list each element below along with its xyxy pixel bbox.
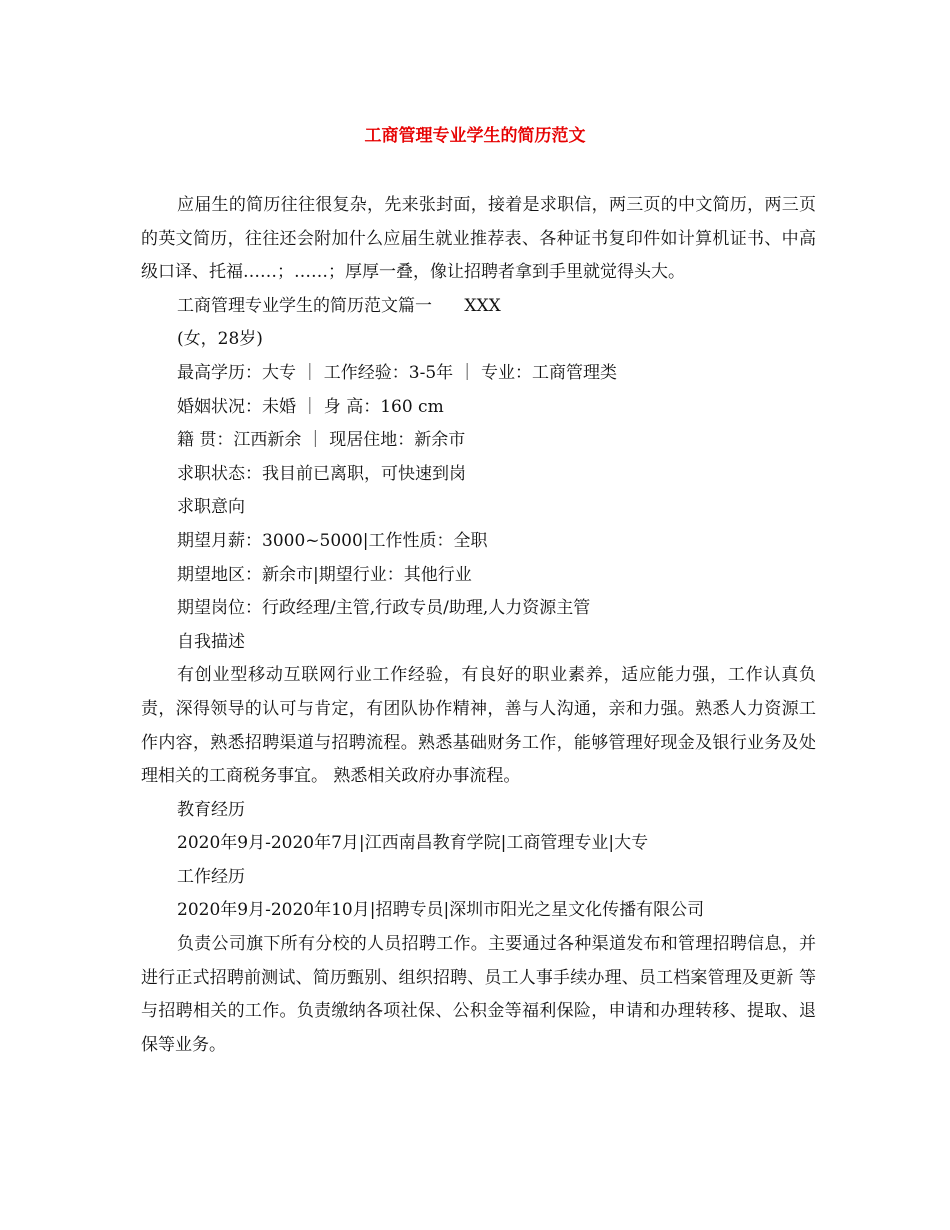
job-status: 求职状态：我目前已离职，可快速到岗 (177, 463, 466, 484)
expected-region: 期望地区：新余市|期望行业：其他行业 (177, 564, 472, 585)
section-self-description: 自我描述 (177, 631, 245, 652)
document-title: 工商管理专业学生的简历范文 (364, 126, 586, 146)
section-work-experience: 工作经历 (177, 866, 245, 887)
section-job-intention: 求职意向 (177, 497, 245, 518)
gender-age: (女，28岁) (177, 329, 263, 350)
hometown-residence: 籍 贯：江西新余 ｜ 现居住地：新余市 (177, 430, 466, 451)
intro-paragraph: 应届生的简历往往很复杂，先来张封面，接着是求职信，两三页的中文简历，两三页的英文简历，往往还会附加什么应届生就业推荐表、各种证书复印件如计算机证书、中高级口译、托福……；……；厚厚一叠，像让招聘者拿到手里就觉得头大。 (141, 195, 816, 283)
education-experience-major: 最高学历：大专 ｜ 工作经验：3-5年 ｜ 专业：工商管理类 (177, 362, 617, 383)
expected-position: 期望岗位：行政经理/主管,行政专员/助理,人力资源主管 (177, 598, 591, 619)
marital-height: 婚姻状况：未婚 ｜ 身 高：160 cm (177, 396, 444, 417)
document-body (141, 189, 822, 1062)
education-entry: 2020年9月-2020年7月|江西南昌教育学院|工商管理专业|大专 (177, 833, 649, 854)
expected-salary: 期望月薪：3000~5000|工作性质：全职 (177, 530, 488, 551)
work-entry: 2020年9月-2020年10月|招聘专员|深圳市阳光之星文化传播有限公司 (177, 900, 705, 921)
self-description-text: 有创业型移动互联网行业工作经验，有良好的职业素养，适应能力强，工作认真负责，深得领导的认可与肯定，有团队协作精神，善与人沟通，亲和力强。熟悉人力资源工作内容，熟悉招聘渠道与招聘流程。熟悉基础财务工作，能够管理好现金及银行业务及处理相关的工商税务事宜。 熟悉相关政府办事流程。 (141, 665, 816, 787)
resume-heading: 工商管理专业学生的简历范文篇一 XXX (177, 295, 501, 316)
work-description: 负责公司旗下所有分校的人员招聘工作。主要通过各种渠道发布和管理招聘信息，并进行正式招聘前测试、简历甄别、组织招聘、员工人事手续办理、员工档案管理及更新 等 与招聘相关的工作。负责缴纳各项社保、公积金等福利保险，申请和办理转移、提取、退保等业务。 (141, 934, 822, 1055)
section-education: 教育经历 (177, 799, 245, 820)
